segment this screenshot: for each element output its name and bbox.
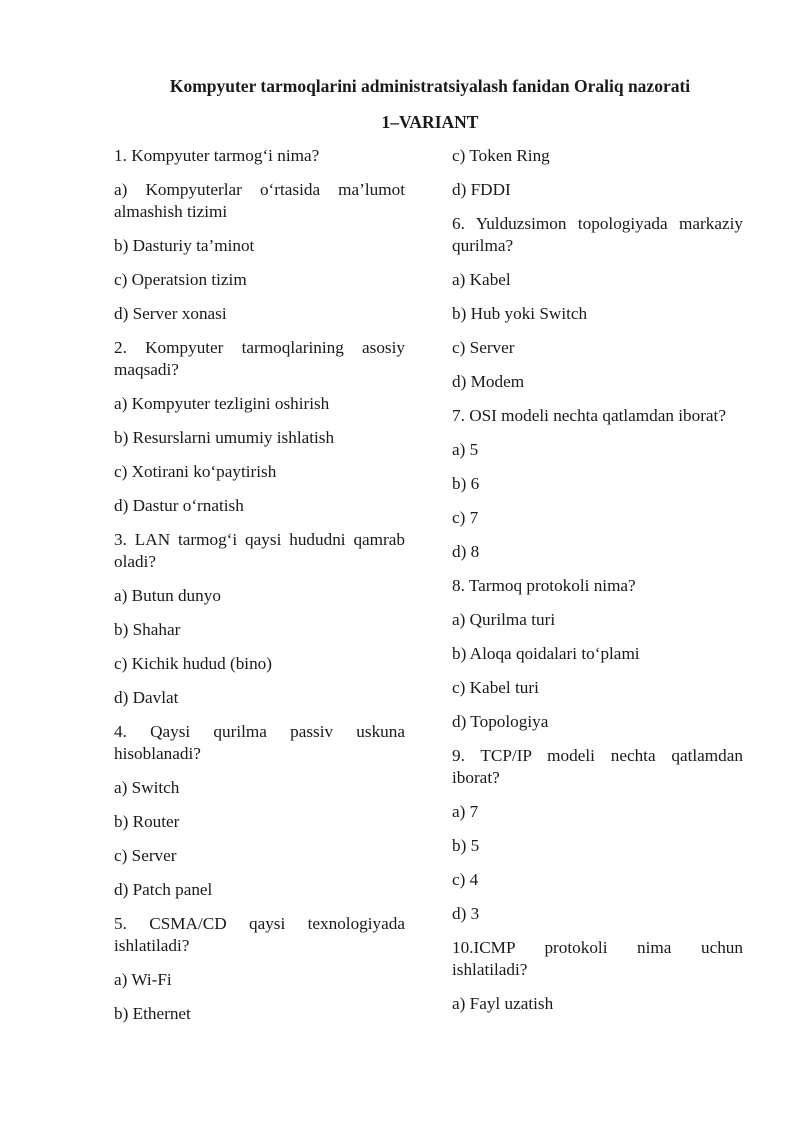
answer-4c: c) Server bbox=[114, 846, 177, 865]
question-10: 10.ICMP protokoli nima uchun ishlatiladi? bbox=[452, 938, 743, 979]
answer-9d: d) 3 bbox=[452, 904, 480, 923]
answer-5a: a) Wi-Fi bbox=[114, 970, 172, 989]
question-6: 6. Yulduzsimon topologiyada markaziy qurilma? bbox=[452, 214, 743, 255]
question-9: 9. TCP/IP modeli nechta qatlamdan iborat? bbox=[452, 746, 743, 787]
answer-4b: b) Router bbox=[114, 812, 180, 831]
answer-8a: a) Qurilma turi bbox=[452, 610, 556, 629]
answer-8b: b) Aloqa qoidalari to‘plami bbox=[452, 644, 640, 663]
answer-9a: a) 7 bbox=[452, 802, 479, 821]
answer-9c: c) 4 bbox=[452, 870, 479, 889]
question-8: 8. Tarmoq protokoli nima? bbox=[452, 576, 636, 595]
answer-3b: b) Shahar bbox=[114, 620, 181, 639]
answer-6d: d) Modem bbox=[452, 372, 525, 391]
answer-1b: b) Dasturiy ta’minot bbox=[114, 236, 255, 255]
question-7: 7. OSI modeli nechta qatlamdan iborat? bbox=[452, 406, 726, 425]
left-column bbox=[114, 145, 405, 1037]
right-column bbox=[452, 145, 743, 1027]
answer-5d: d) FDDI bbox=[452, 180, 511, 199]
answer-3c: c) Kichik hudud (bino) bbox=[114, 654, 272, 673]
question-2: 2. Kompyuter tarmoqlarining asosiy maqsadi? bbox=[114, 338, 405, 379]
answer-7d: d) 8 bbox=[452, 542, 480, 561]
variant-heading: 1–VARIANT bbox=[381, 112, 479, 132]
answer-1d: d) Server xonasi bbox=[114, 304, 227, 323]
answer-3a: a) Butun dunyo bbox=[114, 586, 221, 605]
answer-1c: c) Operatsion tizim bbox=[114, 270, 247, 289]
question-3: 3. LAN tarmog‘i qaysi hududni qamrab oladi? bbox=[114, 530, 405, 571]
answer-9b: b) 5 bbox=[452, 836, 480, 855]
question-1: 1. Kompyuter tarmog‘i nima? bbox=[114, 146, 320, 165]
question-4: 4. Qaysi qurilma passiv uskuna hisoblanadi? bbox=[114, 722, 405, 763]
answer-2c: c) Xotirani ko‘paytirish bbox=[114, 462, 277, 481]
answer-2b: b) Resurslarni umumiy ishlatish bbox=[114, 428, 335, 447]
answer-6b: b) Hub yoki Switch bbox=[452, 304, 588, 323]
answer-1a: a) Kompyuterlar o‘rtasida ma’lumot almashish tizimi bbox=[114, 180, 405, 221]
answer-8c: c) Kabel turi bbox=[452, 678, 539, 697]
answer-6a: a) Kabel bbox=[452, 270, 511, 289]
answer-7a: a) 5 bbox=[452, 440, 479, 459]
answer-7c: c) 7 bbox=[452, 508, 479, 527]
answer-3d: d) Davlat bbox=[114, 688, 179, 707]
document-title: Kompyuter tarmoqlarini administratsiyalash fanidan Oraliq nazorati bbox=[169, 76, 691, 96]
answer-10a: a) Fayl uzatish bbox=[452, 994, 554, 1013]
answer-6c: c) Server bbox=[452, 338, 515, 357]
answer-2d: d) Dastur o‘rnatish bbox=[114, 496, 244, 515]
question-5: 5. CSMA/CD qaysi texnologiyada ishlatiladi? bbox=[114, 914, 405, 955]
answer-4d: d) Patch panel bbox=[114, 880, 213, 899]
answer-5c: c) Token Ring bbox=[452, 146, 550, 165]
answer-4a: a) Switch bbox=[114, 778, 180, 797]
answer-7b: b) 6 bbox=[452, 474, 480, 493]
answer-5b: b) Ethernet bbox=[114, 1004, 191, 1023]
answer-8d: d) Topologiya bbox=[452, 712, 549, 731]
answer-2a: a) Kompyuter tezligini oshirish bbox=[114, 394, 330, 413]
